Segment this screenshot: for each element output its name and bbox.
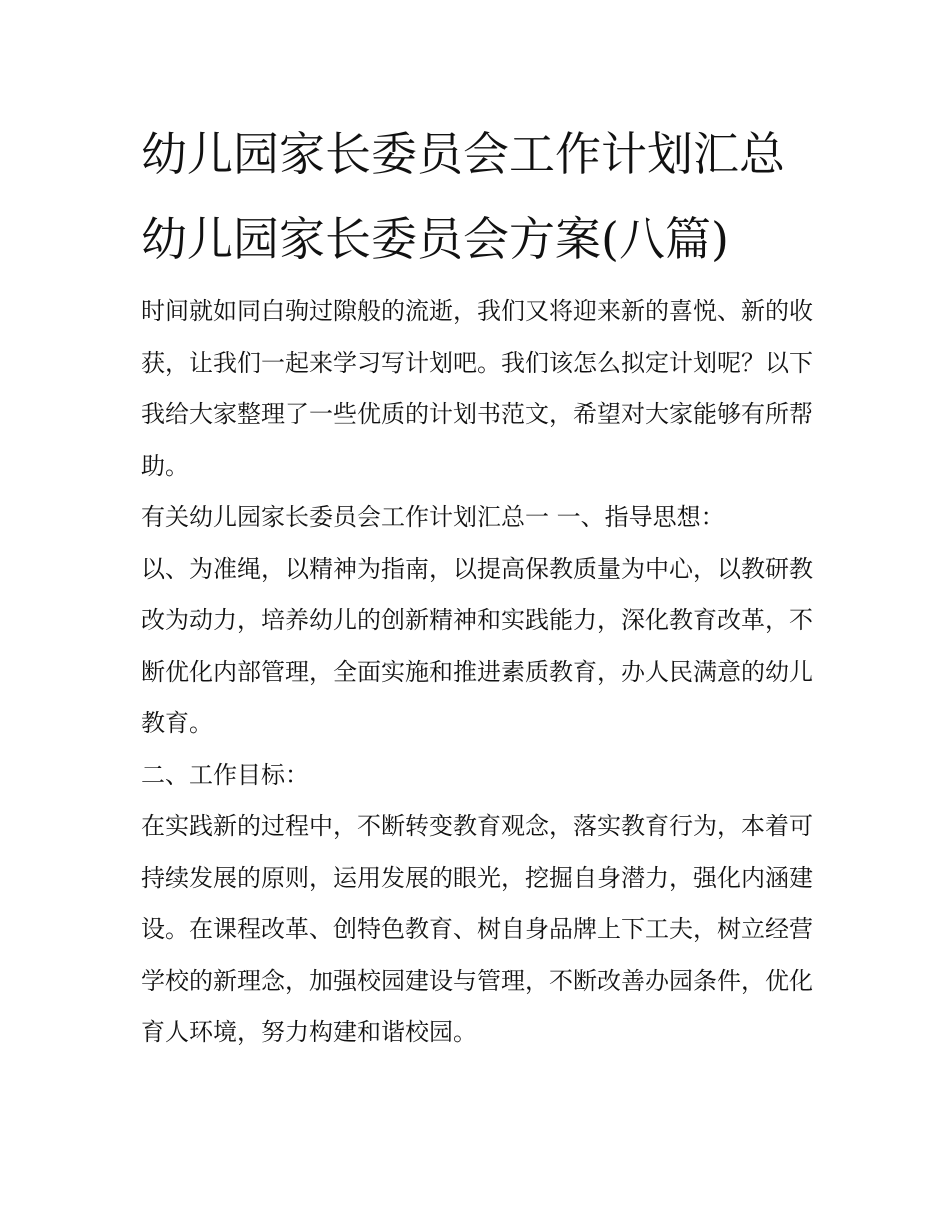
document-title: 幼儿园家长委员会工作计划汇总 幼儿园家长委员会方案(八篇) [141, 127, 785, 266]
section-heading-plan-one: 有关幼儿园家长委员会工作计划汇总一 一、指导思想： [141, 503, 725, 531]
work-goals-paragraph: 在实践新的过程中，不断转变教育观念，落实教育行为，本着可持续发展的原则，运用发展的眼光，挖掘自身潜力，强化内涵建设。在课程改革、创特色教育、树自身品牌上下工夫，树立经营学校的新理念，加强校园建设与管理，不断改善办园条件，优化育人环境，努力构建和谐校园。 [141, 812, 813, 1046]
document-page [141, 112, 813, 1059]
guiding-thought-paragraph: 以、为准绳，以精神为指南，以提高保教质量为中心，以教研教改为动力，培养幼儿的创新精神和实践能力，深化教育改革，不断优化内部管理，全面实施和推进素质教育，办人民满意的幼儿教育。 [141, 554, 813, 737]
intro-paragraph: 时间就如同白驹过隙般的流逝，我们又将迎来新的喜悦、新的收获，让我们一起来学习写计划吧。我们该怎么拟定计划呢？以下我给大家整理了一些优质的计划书范文，希望对大家能够有所帮助。 [141, 297, 813, 480]
work-goals-heading: 二、工作目标： [141, 760, 309, 789]
